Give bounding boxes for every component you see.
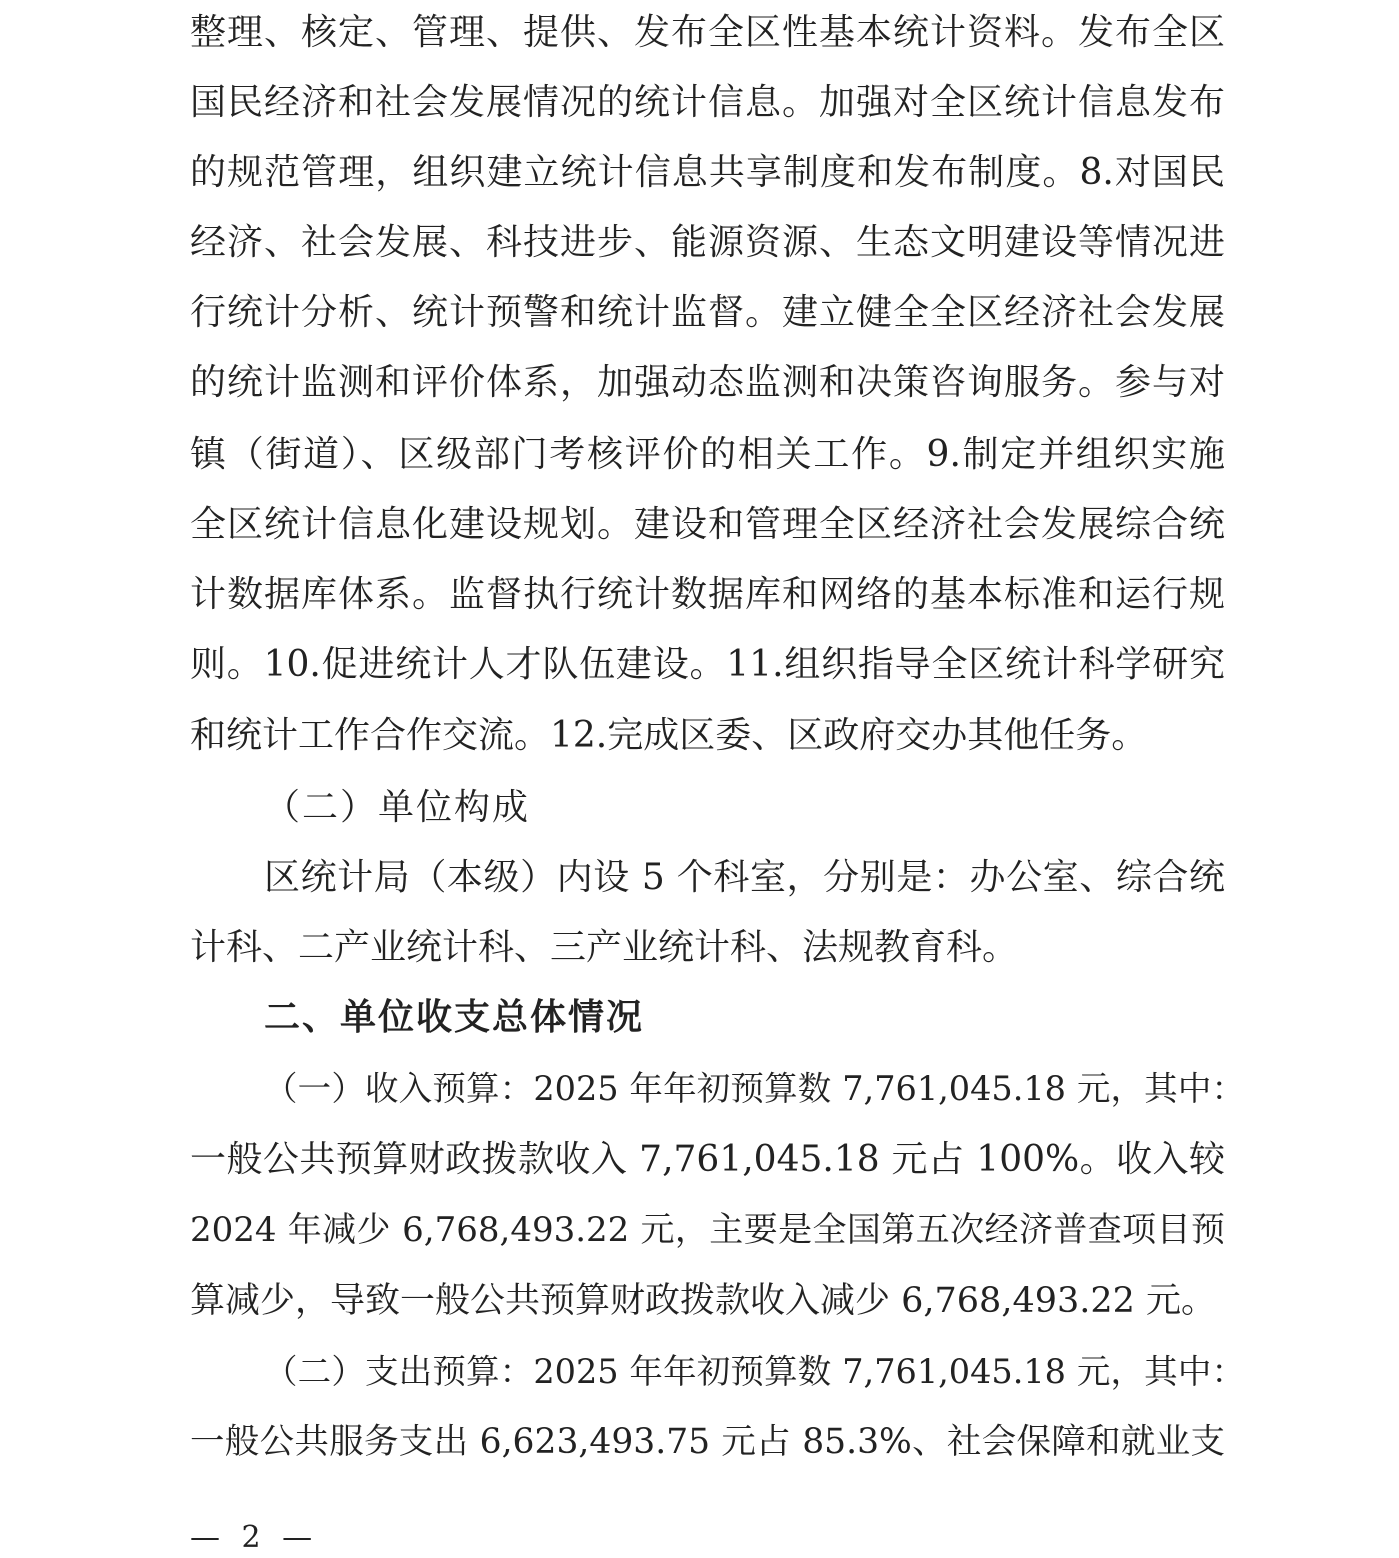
- text-line: 全区统计信息化建设规划。建设和管理全区经济社会发展综合统: [190, 504, 1225, 545]
- text-line: 算减少，导致一般公共预算财政拨款收入减少 6,768,493.22 元。: [190, 1281, 1217, 1321]
- text-line: 计数据库体系。监督执行统计数据库和网络的基本标准和运行规: [190, 574, 1225, 615]
- text-line: 整理、核定、管理、提供、发布全区性基本统计资料。发布全区: [190, 12, 1225, 53]
- text-line: 镇（街道）、区级部门考核评价的相关工作。9.制定并组织实施: [190, 434, 1225, 475]
- text-line: 2024 年减少 6,768,493.22 元，主要是全国第五次经济普查项目预: [190, 1210, 1225, 1250]
- page-number: — 2 —: [190, 1520, 319, 1555]
- text-line: 国民经济和社会发展情况的统计信息。加强对全区统计信息发布: [190, 82, 1225, 123]
- text-line: 一般公共预算财政拨款收入 7,761,045.18 元占 100%。收入较: [190, 1139, 1225, 1180]
- section-heading-budget-overview: 二、单位收支总体情况: [264, 997, 645, 1038]
- text-line: 则。10.促进统计人才队伍建设。11.组织指导全区统计科学研究: [190, 644, 1225, 685]
- text-line: 一般公共服务支出 6,623,493.75 元占 85.3%、社会保障和就业支: [190, 1422, 1225, 1462]
- text-line: 行统计分析、统计预警和统计监督。建立健全全区经济社会发展: [190, 292, 1225, 333]
- text-line: 计科、二产业统计科、三产业统计科、法规教育科。: [190, 927, 1019, 968]
- text-line: 经济、社会发展、科技进步、能源资源、生态文明建设等情况进: [190, 222, 1225, 263]
- text-line: （二）支出预算：2025 年年初预算数 7,761,045.18 元，其中：: [264, 1352, 1245, 1391]
- text-line: （一）收入预算：2025 年年初预算数 7,761,045.18 元，其中：: [264, 1069, 1245, 1108]
- text-line: 区统计局（本级）内设 5 个科室，分别是：办公室、综合统: [264, 857, 1225, 898]
- text-line: 的规范管理，组织建立统计信息共享制度和发布制度。8.对国民: [190, 152, 1225, 193]
- text-line: 和统计工作合作交流。12.完成区委、区政府交办其他任务。: [190, 715, 1148, 756]
- section-heading-unit-structure: （二）单位构成: [264, 787, 531, 828]
- text-line: 的统计监测和评价体系，加强动态监测和决策咨询服务。参与对: [190, 362, 1225, 403]
